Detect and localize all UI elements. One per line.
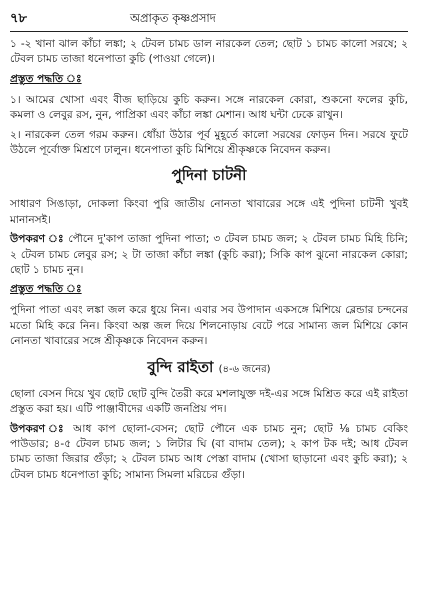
recipe-title-boondi-text: বুন্দি রাইতা xyxy=(147,357,214,376)
method-text-pudina: পুদিনা পাতা এবং লঙ্কা জল করে ধুয়ে নিন। এবার সব উপাদান একসঙ্গে মিশিয়ে ব্লেন্ডার চন্দনের মতো মিহি করে নিন। কিংবা অল্প জল দিয়ে শিলনোড়ায় বেটে পরে সামান্য জল মিশিয়ে কোন নোনতা খাবারের সঙ্গে শ্রীকৃষ্ণকে নিবেদন করুন। xyxy=(10,304,408,348)
page-header xyxy=(10,10,408,28)
ingredients-boondi xyxy=(10,422,408,484)
ingredients-label-boondi: উপকরণ ঃ xyxy=(10,422,67,435)
recipe-servings: (৪-৬ জনের) xyxy=(218,363,271,375)
ingredients-label-pudina: উপকরণ ঃ xyxy=(10,233,65,246)
method-heading-2: প্রস্তুত পদ্ধতি ঃ xyxy=(10,283,82,296)
ingredients-text-boondi: আধ কাপ ছোলা-বেসন; ছোট পৌনে এক চামচ নুন; ছোট ⅛ চামচ বেকিং পাউডার; ৪-৫ টেবল চামচ জল; ১ লিটার ঘি (বা বাদাম তেল); ২ কাপ টক দই; আধ টেবল চামচ তাজা জিরার গুঁড়া; ২ টেবল চামচ আধ পেস্তা বাদাম (খোসা ছাড়ানো এবং কুচি করা); ২ টেবল চামচ ধনেপাতা কুচি; সামান্য সিমলা মরিচের গুঁড়া। xyxy=(10,422,409,481)
ingredients-pudina xyxy=(10,232,408,278)
method-step-2: ২। নারকেল তেল গরম করুন। ধোঁয়া উঠার পূর্ব মুহূর্তে কালো সরষের ফোড়ন দিন। সরষে ফুটে উঠলে পূর্বোক্ত মিশ্রণে ঢালুন। ধনেপাতা কুচি মিশিয়ে শ্রীকৃষ্ণকে নিবেদন করুন। xyxy=(10,128,408,157)
recipe-title-pudina-text: পুদিনা চাটনী xyxy=(171,166,247,185)
recipe-intro-pudina: সাধারণ সিঙাড়া, দোকলা কিংবা পুরি জাতীয় নোনতা খাবারের সঙ্গে এই পুদিনা চাটনী খুবই মানানসই। xyxy=(10,198,408,226)
recipe-title-pudina xyxy=(10,164,408,191)
page-number: ৭৮ xyxy=(10,10,27,26)
ingredients-continued: ১ -২ খানা ঝাল কাঁচা লঙ্কা; ২ টেবল চামচ ডাল নারকেল তেল; ছোট ১ চামচ কালো সরষে; ২ টেবল চামচ তাজা ধনেপাতা কুচি (পাওয়া গেলে)। xyxy=(10,38,408,66)
recipe-intro-boondi: ছোলা বেসন দিয়ে খুব ছোট ছোট বুন্দি তৈরী করে মশলাযুক্ত দই-এর সঙ্গে মিশ্রিত করে এই রাইতা প্রস্তুত করা হয়। এটি পাঞ্জাবীদের একটি জনপ্রিয় পদ। xyxy=(10,387,408,416)
running-title: অপ্রাকৃত কৃষ্ণপ্রসাদ xyxy=(130,10,216,25)
header-rule xyxy=(10,31,408,32)
recipe-title-boondi xyxy=(10,356,408,381)
ingredients-text-pudina: পৌনে দু'কাপ তাজা পুদিনা পাতা; ৩ টেবল চামচ জল; ২ টেবল চামচ মিহি চিনি; ২ টেবল চামচ লেবুর রস; ২ টা তাজা কাঁচা লঙ্কা (কুচি করা); সিকি কাপ ঝুনো নারকেল কোরা; ছোট ১ চামচ নুন। xyxy=(10,233,409,277)
method-heading-1: প্রস্তুত পদ্ধতি ঃ xyxy=(10,72,82,85)
method-step-1: ১। আমের খোসা এবং বীজ ছাড়িয়ে কুচি করুন। সঙ্গে নারকেল কোরা, শুকনো ফলের কুচি, কমলা ও লেবুর রস, নুন, পাপ্রিকা এবং কাঁচা লঙ্কা মেশান। আধ ঘন্টা ঢেকে রাখুন। xyxy=(10,93,408,122)
